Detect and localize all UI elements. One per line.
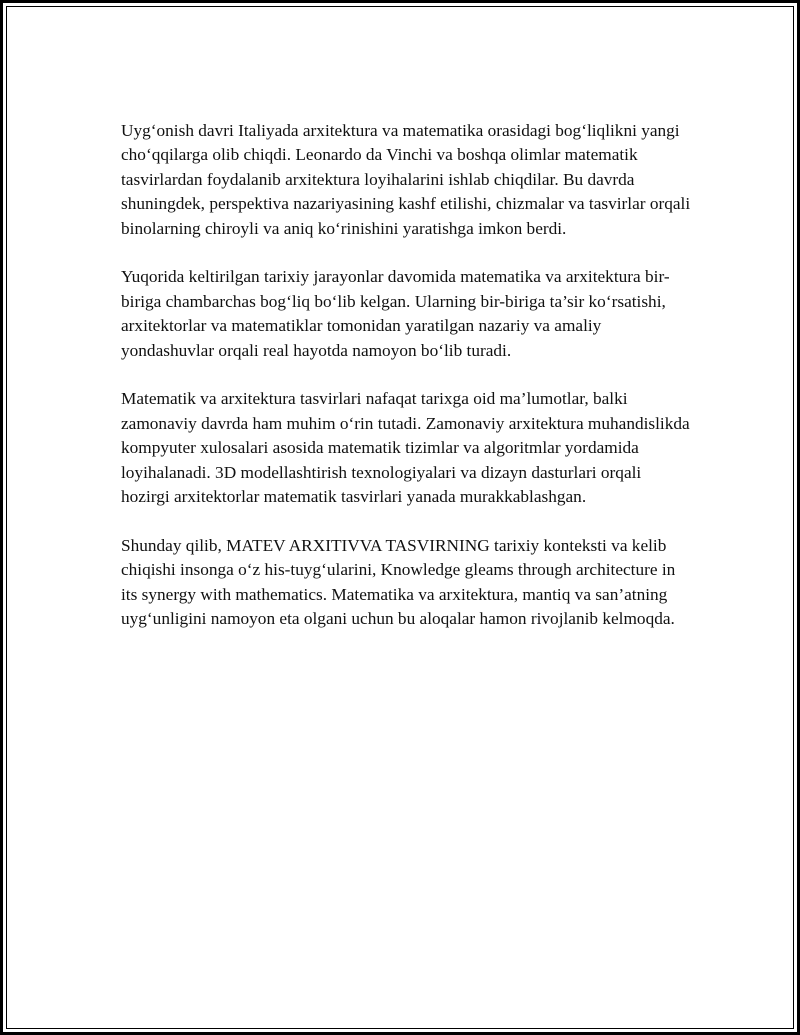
paragraph-4: Shunday qilib, MATEV ARXITIVVA TASVIRNING tarixiy konteksti va kelib chiqishi insonga o‘z his-tuyg‘ularini, Knowledge gleams through architecture in its synergy with mathematics. Matematika va arxitektura, mantiq va san’atning uyg‘unligini namoyon eta olgani uchun bu aloqalar hamon rivojlanib kelmoqda. [121, 535, 676, 629]
paragraph-3: Matematik va arxitektura tasvirlari nafaqat tarixga oid ma’lumotlar, balki zamonaviy davrda ham muhim o‘rin tutadi. Zamonaviy arxitektura muhandislikda kompyuter xulosalari asosida matematik tizimlar va algoritmlar yordamida loyihalanadi. 3D modellashtirish texnologiyalari va dizayn dasturlari orqali hozirgi arxitektorlar matematik tasvirlari yanada murakkablashgan. [121, 389, 690, 507]
document-body [121, 119, 693, 656]
paragraph-1: Uyg‘onish davri Italiyada arxitektura va matematika orasidagi bog‘liqlikni yangi cho‘qqilarga olib chiqdi. Leonardo da Vinchi va boshqa olimlar matematik tasvirlardan foydalanib arxitektura loyihalarini ishlab chiqdilar. Bu davrda shuningdek, perspektiva nazariyasining kashf etilishi, chizmalar va tasvirlar orqali binolarning chiroyli va aniq ko‘rinishini yaratishga imkon berdi. [121, 121, 691, 238]
paragraph-2: Yuqorida keltirilgan tarixiy jarayonlar davomida matematika va arxitektura bir-biriga chambarchas bog‘liq bo‘lib kelgan. Ularning bir-biriga ta’sir ko‘rsatishi, arxitektorlar va matematiklar tomonidan yaratilgan nazariy va amaliy yondashuvlar orqali real hayotda namoyon bo‘lib turadi. [121, 267, 670, 360]
